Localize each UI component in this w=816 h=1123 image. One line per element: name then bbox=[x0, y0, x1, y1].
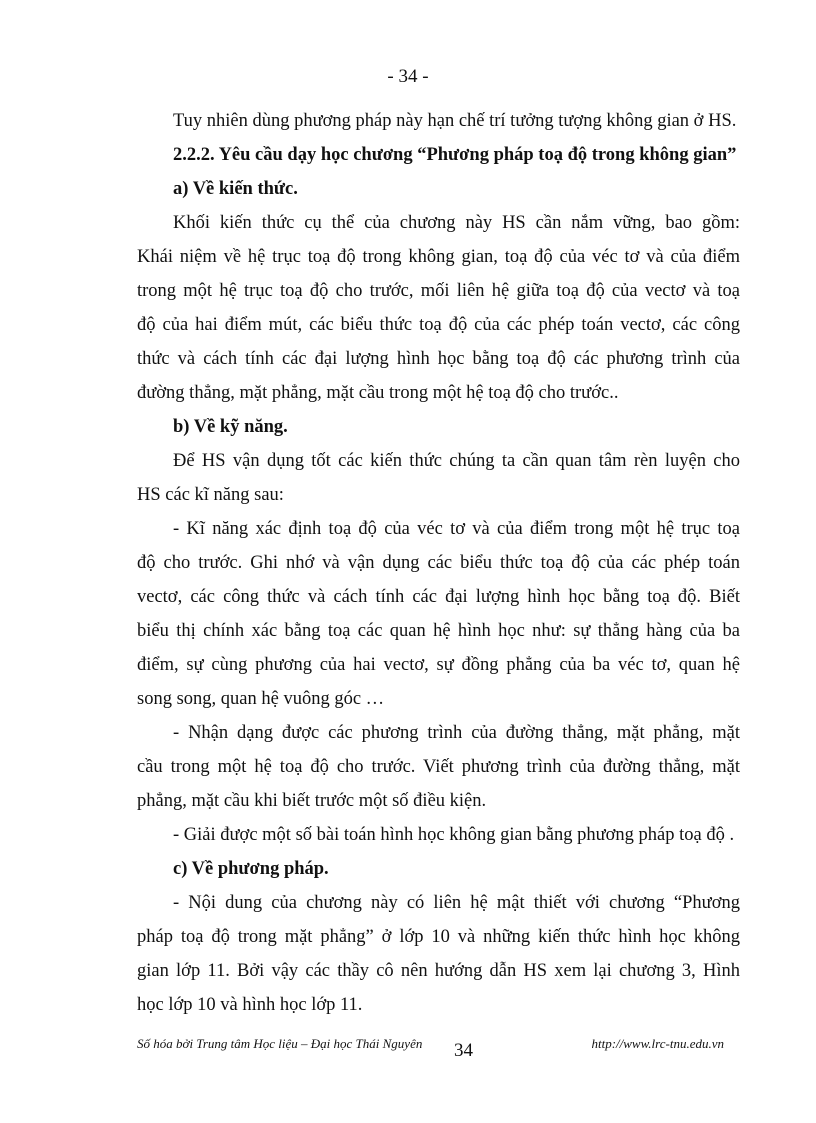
paragraph-line: biểu thị chính xác bằng toạ các quan hệ hình học như: sự thẳng hàng của ba bbox=[137, 621, 740, 641]
document-body bbox=[137, 104, 740, 1022]
paragraph-line: độ cho trước. Ghi nhớ và vận dụng các biểu thức toạ độ của các phép toán bbox=[137, 553, 740, 573]
paragraph-line: Khái niệm về hệ trục toạ độ trong không gian, toạ độ của véc tơ và của điểm bbox=[137, 247, 740, 267]
paragraph-line: song song, quan hệ vuông góc … bbox=[137, 689, 385, 709]
paragraph-line: độ của hai điểm mút, các biểu thức toạ độ của các phép toán vectơ, các công bbox=[137, 315, 740, 335]
section-heading: 2.2.2. Yêu cầu dạy học chương “Phương pháp toạ độ trong không gian” bbox=[173, 145, 737, 165]
paragraph-line: pháp toạ độ trong mặt phẳng” ở lớp 10 và những kiến thức hình học không bbox=[137, 927, 740, 947]
paragraph-line: Tuy nhiên dùng phương pháp này hạn chế trí tưởng tượng không gian ở HS. bbox=[173, 111, 737, 131]
page-number-header: - 34 - bbox=[387, 66, 429, 87]
subsection-heading-knowledge: a) Về kiến thức. bbox=[173, 179, 298, 199]
paragraph-line: đường thẳng, mặt phẳng, mặt cầu trong một hệ toạ độ cho trước.. bbox=[137, 383, 619, 403]
paragraph-line: HS các kĩ năng sau: bbox=[137, 485, 284, 505]
paragraph-line: thức và cách tính các đại lượng hình học bằng toạ độ các phương trình của bbox=[137, 349, 740, 369]
paragraph-line: Để HS vận dụng tốt các kiến thức chúng ta cần quan tâm rèn luyện cho bbox=[173, 451, 740, 471]
paragraph-line: - Giải được một số bài toán hình học không gian bằng phương pháp toạ độ . bbox=[173, 825, 735, 845]
paragraph-line: phẳng, mặt cầu khi biết trước một số điều kiện. bbox=[137, 791, 487, 811]
paragraph-line: học lớp 10 và hình học lớp 11. bbox=[137, 995, 363, 1015]
paragraph-line: gian lớp 11. Bởi vậy các thầy cô nên hướng dẫn HS xem lại chương 3, Hình bbox=[137, 961, 740, 981]
paragraph-line: - Nội dung của chương này có liên hệ mật thiết với chương “Phương bbox=[173, 893, 740, 913]
subsection-heading-method: c) Về phương pháp. bbox=[173, 859, 329, 879]
footer-source: Số hóa bởi Trung tâm Học liệu – Đại học Thái Nguyên bbox=[137, 1036, 423, 1051]
footer-url: http://www.lrc-tnu.edu.vn bbox=[591, 1036, 724, 1051]
page-footer bbox=[137, 1036, 740, 1076]
paragraph-line: - Kĩ năng xác định toạ độ của véc tơ và của điểm trong một hệ trục toạ bbox=[173, 519, 740, 539]
paragraph-line: Khối kiến thức cụ thể của chương này HS cần nắm vững, bao gồm: bbox=[173, 213, 740, 233]
paragraph-line: - Nhận dạng được các phương trình của đường thẳng, mặt phẳng, mặt bbox=[173, 723, 740, 743]
subsection-heading-skills: b) Về kỹ năng. bbox=[173, 417, 288, 437]
footer-page-number: 34 bbox=[454, 1040, 473, 1061]
paragraph-line: cầu trong một hệ toạ độ cho trước. Viết phương trình của đường thẳng, mặt bbox=[137, 757, 740, 777]
paragraph-line: vectơ, các công thức và cách tính các đại lượng hình học bằng toạ độ. Biết bbox=[137, 587, 740, 607]
paragraph-line: trong một hệ trục toạ độ cho trước, mối liên hệ giữa toạ độ của vectơ và toạ bbox=[137, 281, 740, 301]
paragraph-line: điểm, sự cùng phương của hai vectơ, sự đồng phẳng của ba véc tơ, quan hệ bbox=[137, 655, 740, 675]
